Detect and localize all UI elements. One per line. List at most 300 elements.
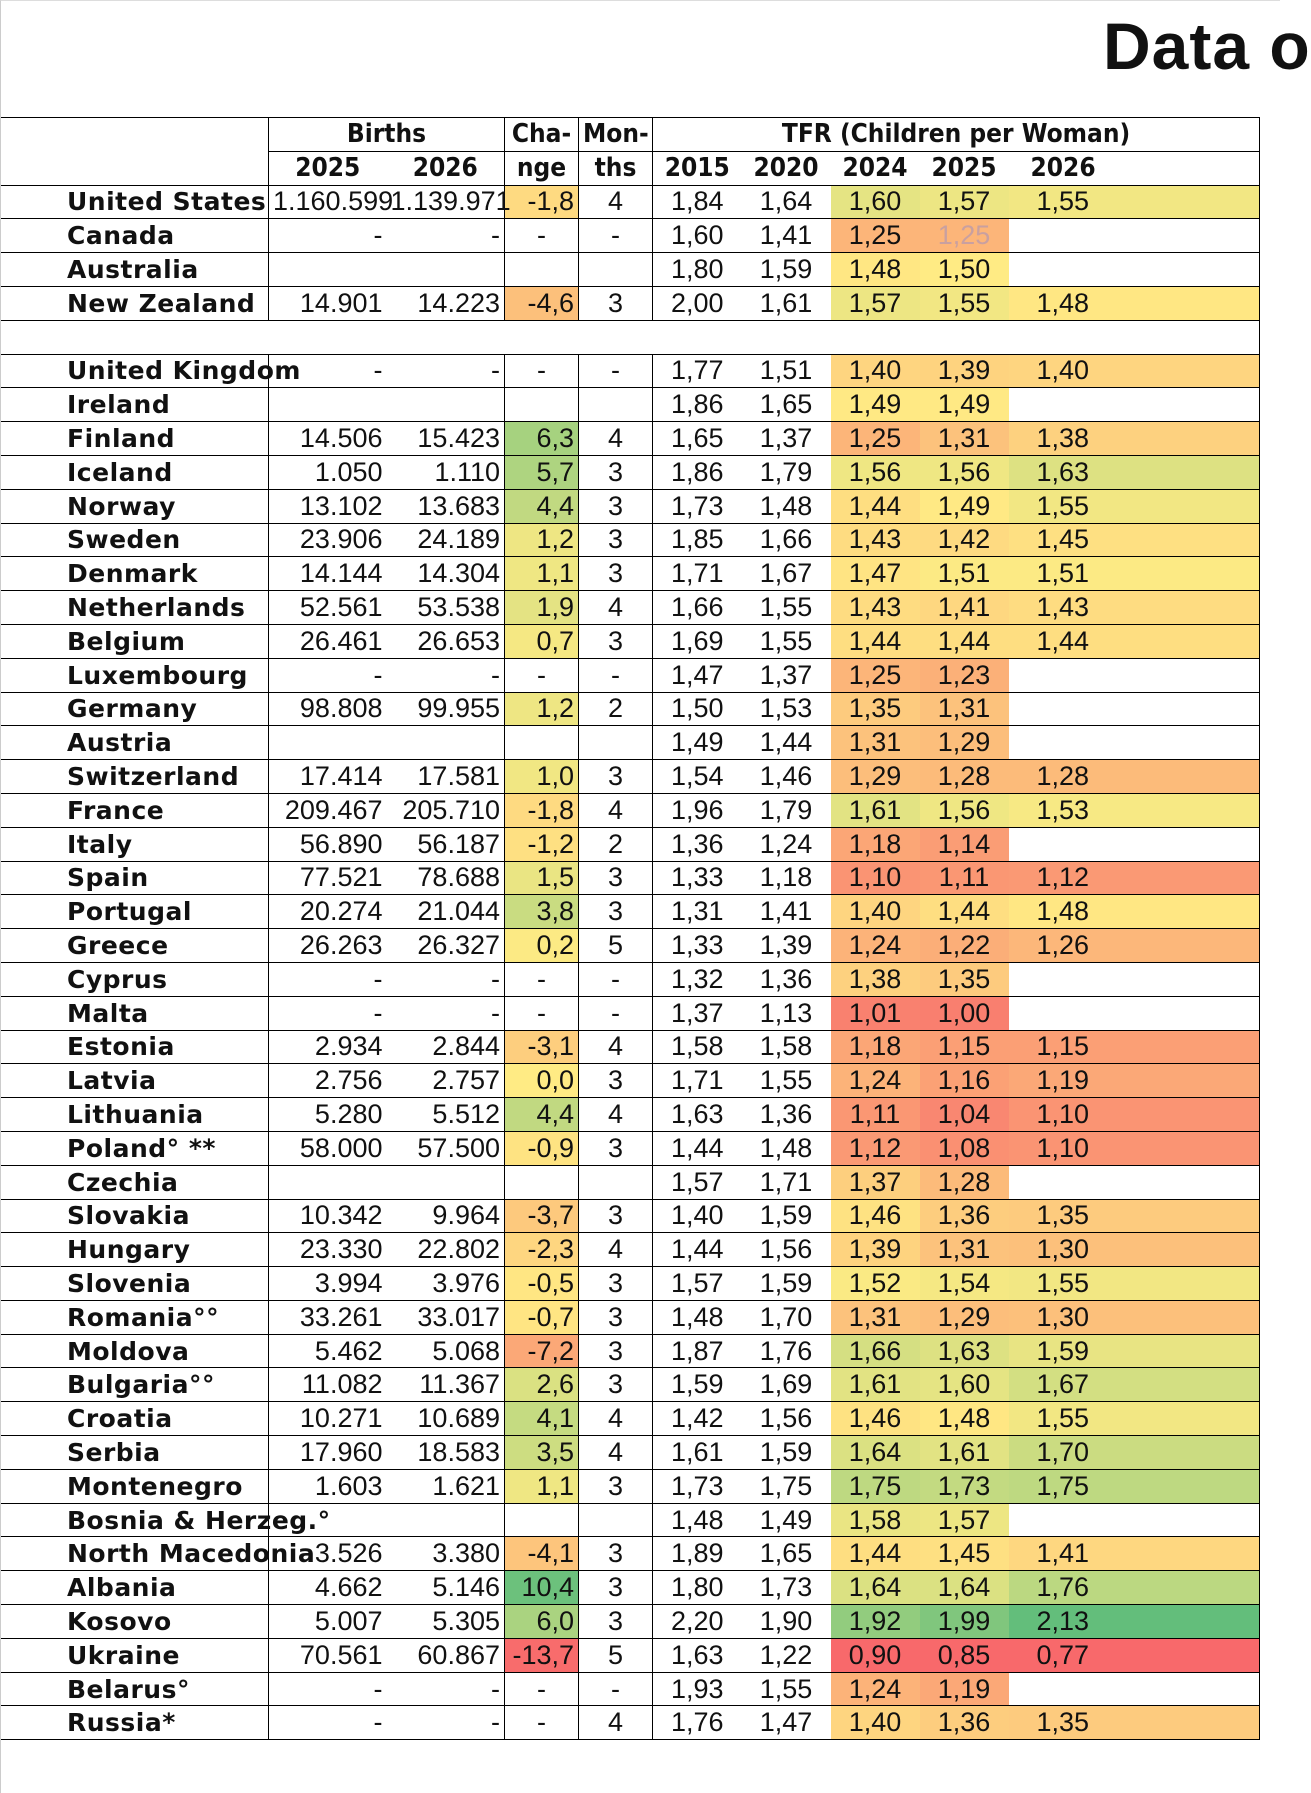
tfr-cell: 1,54: [653, 760, 742, 794]
tfr-cell: 1,57: [920, 185, 1009, 219]
table-row: [1, 354, 1260, 388]
tfr-cell: 1,25: [831, 219, 920, 253]
spacer-row: [1, 320, 1260, 354]
tfr-cell: 1,31: [831, 726, 920, 760]
births-2026-cell: 205.710: [387, 793, 505, 827]
tfr-cell: 1,22: [742, 1638, 831, 1672]
change-cell: 5,7: [505, 455, 579, 489]
table-row: [1, 455, 1260, 489]
tfr-cell: 1,38: [831, 962, 920, 996]
tfr-cell: 1,25: [920, 219, 1009, 253]
tfr-cell: 1,57: [653, 1267, 742, 1301]
tfr-cell: 1,26: [1009, 929, 1260, 963]
births-2025-cell: 4.662: [269, 1571, 387, 1605]
months-cell: 4: [579, 1098, 653, 1132]
births-2026-cell: 5.146: [387, 1571, 505, 1605]
tfr-cell: 1,96: [653, 793, 742, 827]
tfr-cell: 1,57: [920, 1503, 1009, 1537]
tfr-cell: 1,00: [920, 996, 1009, 1030]
change-cell: 6,3: [505, 422, 579, 456]
births-2025-cell: 10.342: [269, 1199, 387, 1233]
births-2025-cell: [269, 253, 387, 287]
tfr-cell: 1,39: [831, 1233, 920, 1267]
months-cell: 4: [579, 793, 653, 827]
births-2025-cell: -: [269, 1672, 387, 1706]
tfr-cell: 1,44: [1009, 624, 1260, 658]
change-cell: 0,2: [505, 929, 579, 963]
tfr-cell: 1,59: [742, 253, 831, 287]
tfr-cell: 1,46: [831, 1402, 920, 1436]
months-cell: 3: [579, 1469, 653, 1503]
tfr-cell: 1,44: [920, 895, 1009, 929]
change-cell: 1,2: [505, 692, 579, 726]
change-cell: [505, 1165, 579, 1199]
table-row: [1, 185, 1260, 219]
months-cell: 3: [579, 1267, 653, 1301]
births-2025-cell: 70.561: [269, 1638, 387, 1672]
table-row: [1, 1267, 1260, 1301]
tfr-cell: 1,15: [920, 1030, 1009, 1064]
tfr-cell: 1,59: [742, 1199, 831, 1233]
tfr-cell: 1,01: [831, 996, 920, 1030]
header-tfr-2024: 2024: [831, 151, 920, 185]
months-cell: [579, 1165, 653, 1199]
country-name: Portugal: [1, 895, 269, 929]
tfr-cell: 1,60: [920, 1368, 1009, 1402]
tfr-cell: [1009, 827, 1260, 861]
tfr-cell: 1,40: [831, 1706, 920, 1740]
tfr-cell: 1,55: [920, 286, 1009, 320]
births-2025-cell: 14.901: [269, 286, 387, 320]
tfr-cell: 1,12: [1009, 861, 1260, 895]
country-name: Romania°°: [1, 1300, 269, 1334]
tfr-cell: 1,24: [831, 929, 920, 963]
change-cell: [505, 726, 579, 760]
tfr-cell: 1,50: [653, 692, 742, 726]
tfr-cell: 1,04: [920, 1098, 1009, 1132]
months-cell: 3: [579, 1064, 653, 1098]
births-2025-cell: 1.603: [269, 1469, 387, 1503]
tfr-cell: 1,25: [831, 422, 920, 456]
change-cell: -3,7: [505, 1199, 579, 1233]
tfr-cell: 1,64: [742, 185, 831, 219]
tfr-cell: 1,75: [742, 1469, 831, 1503]
tfr-cell: 0,90: [831, 1638, 920, 1672]
births-2026-cell: -: [387, 1672, 505, 1706]
tfr-cell: 1,29: [920, 726, 1009, 760]
tfr-cell: 1,56: [920, 793, 1009, 827]
tfr-cell: [1009, 658, 1260, 692]
tfr-cell: 1,47: [653, 658, 742, 692]
country-name: Lithuania: [1, 1098, 269, 1132]
tfr-cell: 1,60: [653, 219, 742, 253]
tfr-cell: 1,71: [653, 1064, 742, 1098]
births-2026-cell: -: [387, 658, 505, 692]
tfr-cell: 1,15: [1009, 1030, 1260, 1064]
months-cell: 3: [579, 895, 653, 929]
table-row: [1, 1199, 1260, 1233]
page-title: Data o: [1103, 9, 1311, 83]
tfr-cell: [1009, 962, 1260, 996]
births-2026-cell: 5.512: [387, 1098, 505, 1132]
change-cell: 1,0: [505, 760, 579, 794]
tfr-cell: 1,37: [831, 1165, 920, 1199]
births-2026-cell: 11.367: [387, 1368, 505, 1402]
tfr-cell: 1,41: [1009, 1537, 1260, 1571]
births-2025-cell: 1.050: [269, 455, 387, 489]
tfr-cell: [1009, 726, 1260, 760]
tfr-cell: 1,73: [653, 1469, 742, 1503]
births-2026-cell: 3.976: [387, 1267, 505, 1301]
months-cell: [579, 253, 653, 287]
change-cell: -3,1: [505, 1030, 579, 1064]
change-cell: 0,0: [505, 1064, 579, 1098]
tfr-cell: [1009, 1165, 1260, 1199]
country-name: France: [1, 793, 269, 827]
tfr-cell: 1,41: [742, 895, 831, 929]
tfr-cell: 1,28: [920, 760, 1009, 794]
country-name: Serbia: [1, 1436, 269, 1470]
births-2025-cell: 14.144: [269, 557, 387, 591]
births-2026-cell: 13.683: [387, 489, 505, 523]
births-2026-cell: -: [387, 219, 505, 253]
tfr-cell: 1,58: [653, 1030, 742, 1064]
tfr-cell: 1,18: [831, 827, 920, 861]
tfr-cell: 1,86: [653, 455, 742, 489]
tfr-cell: [1009, 692, 1260, 726]
change-cell: -0,7: [505, 1300, 579, 1334]
country-name: Sweden: [1, 523, 269, 557]
months-cell: 4: [579, 185, 653, 219]
change-cell: -: [505, 354, 579, 388]
tfr-cell: 1,37: [742, 422, 831, 456]
change-cell: 1,9: [505, 591, 579, 625]
tfr-cell: 1,44: [653, 1131, 742, 1165]
births-2026-cell: 24.189: [387, 523, 505, 557]
tfr-cell: 1,76: [1009, 1571, 1260, 1605]
country-name: Denmark: [1, 557, 269, 591]
tfr-cell: 1,36: [920, 1706, 1009, 1740]
months-cell: 3: [579, 1571, 653, 1605]
tfr-cell: 1,63: [1009, 455, 1260, 489]
change-cell: 1,5: [505, 861, 579, 895]
header-births: Births: [269, 118, 505, 152]
months-cell: 4: [579, 1030, 653, 1064]
tfr-cell: 1,86: [653, 388, 742, 422]
tfr-cell: [1009, 219, 1260, 253]
months-cell: -: [579, 962, 653, 996]
births-2026-cell: 14.304: [387, 557, 505, 591]
months-cell: 3: [579, 1300, 653, 1334]
change-cell: 1,1: [505, 557, 579, 591]
tfr-cell: 1,56: [742, 1402, 831, 1436]
country-name: Estonia: [1, 1030, 269, 1064]
country-name: Russia*: [1, 1706, 269, 1740]
tfr-cell: 1,49: [920, 388, 1009, 422]
tfr-cell: 1,47: [742, 1706, 831, 1740]
change-cell: -4,6: [505, 286, 579, 320]
tfr-cell: 1,41: [742, 219, 831, 253]
tfr-cell: 1,75: [831, 1469, 920, 1503]
tfr-cell: 1,54: [920, 1267, 1009, 1301]
tfr-cell: 1,48: [653, 1300, 742, 1334]
header-tfr-2026: 2026: [1009, 151, 1260, 185]
births-2026-cell: 5.305: [387, 1605, 505, 1639]
header-months-bottom: ths: [579, 151, 653, 185]
tfr-cell: 1,63: [653, 1638, 742, 1672]
births-2026-cell: [387, 388, 505, 422]
births-2026-cell: 56.187: [387, 827, 505, 861]
table-row: [1, 388, 1260, 422]
tfr-cell: 1,28: [1009, 760, 1260, 794]
tfr-cell: 1,60: [831, 185, 920, 219]
country-name: Poland° **: [1, 1131, 269, 1165]
country-name: Croatia: [1, 1402, 269, 1436]
country-name: Kosovo: [1, 1605, 269, 1639]
tfr-cell: 1,40: [1009, 354, 1260, 388]
tfr-cell: 1,79: [742, 455, 831, 489]
tfr-cell: 1,44: [920, 624, 1009, 658]
months-cell: 3: [579, 1334, 653, 1368]
births-2025-cell: 14.506: [269, 422, 387, 456]
months-cell: 3: [579, 1605, 653, 1639]
tfr-cell: 1,35: [1009, 1706, 1260, 1740]
table-row: [1, 861, 1260, 895]
births-2025-cell: 23.330: [269, 1233, 387, 1267]
table-row: [1, 523, 1260, 557]
tfr-cell: 1,35: [920, 962, 1009, 996]
tfr-cell: 2,00: [653, 286, 742, 320]
tfr-cell: [1009, 1503, 1260, 1537]
tfr-cell: 1,51: [1009, 557, 1260, 591]
births-2025-cell: 98.808: [269, 692, 387, 726]
table-row: [1, 1368, 1260, 1402]
tfr-cell: 0,85: [920, 1638, 1009, 1672]
births-2026-cell: 57.500: [387, 1131, 505, 1165]
change-cell: 1,2: [505, 523, 579, 557]
months-cell: 3: [579, 286, 653, 320]
months-cell: -: [579, 1672, 653, 1706]
births-2025-cell: 5.280: [269, 1098, 387, 1132]
table-row: [1, 1672, 1260, 1706]
births-2026-cell: 99.955: [387, 692, 505, 726]
tfr-cell: 1,84: [653, 185, 742, 219]
table-row: [1, 1165, 1260, 1199]
change-cell: -: [505, 962, 579, 996]
tfr-cell: 1,18: [742, 861, 831, 895]
tfr-cell: 1,37: [653, 996, 742, 1030]
births-2025-cell: 11.082: [269, 1368, 387, 1402]
births-2025-cell: 2.756: [269, 1064, 387, 1098]
months-cell: [579, 388, 653, 422]
change-cell: 4,1: [505, 1402, 579, 1436]
change-cell: -2,3: [505, 1233, 579, 1267]
country-name: North Macedonia: [1, 1537, 269, 1571]
tfr-cell: 1,36: [653, 827, 742, 861]
births-2025-cell: [269, 1165, 387, 1199]
tfr-cell: 1,67: [742, 557, 831, 591]
births-2025-cell: -: [269, 354, 387, 388]
months-cell: -: [579, 219, 653, 253]
country-name: Norway: [1, 489, 269, 523]
tfr-cell: 1,61: [653, 1436, 742, 1470]
months-cell: 4: [579, 591, 653, 625]
country-name: Iceland: [1, 455, 269, 489]
tfr-cell: 1,57: [831, 286, 920, 320]
tfr-cell: 1,56: [831, 455, 920, 489]
tfr-cell: 1,90: [742, 1605, 831, 1639]
tfr-cell: 1,44: [831, 1537, 920, 1571]
tfr-cell: 1,52: [831, 1267, 920, 1301]
tfr-cell: [1009, 1672, 1260, 1706]
tfr-cell: [1009, 253, 1260, 287]
births-2026-cell: 2.844: [387, 1030, 505, 1064]
tfr-cell: 1,64: [831, 1436, 920, 1470]
tfr-cell: 1,45: [1009, 523, 1260, 557]
births-2025-cell: 5.462: [269, 1334, 387, 1368]
tfr-cell: 1,73: [742, 1571, 831, 1605]
tfr-cell: 1,76: [653, 1706, 742, 1740]
months-cell: 4: [579, 1233, 653, 1267]
births-2026-cell: 17.581: [387, 760, 505, 794]
tfr-cell: 1,50: [920, 253, 1009, 287]
months-cell: 4: [579, 1706, 653, 1740]
tfr-cell: 1,64: [920, 1571, 1009, 1605]
country-name: Slovenia: [1, 1267, 269, 1301]
births-2026-cell: 22.802: [387, 1233, 505, 1267]
tfr-cell: 1,31: [920, 422, 1009, 456]
births-2026-cell: 1.139.971: [387, 185, 505, 219]
tfr-cell: 1,44: [831, 624, 920, 658]
country-name: United Kingdom: [1, 354, 269, 388]
country-name: Netherlands: [1, 591, 269, 625]
tfr-cell: 1,48: [742, 1131, 831, 1165]
births-2025-cell: 23.906: [269, 523, 387, 557]
months-cell: 5: [579, 1638, 653, 1672]
tfr-cell: 1,66: [742, 523, 831, 557]
table-row: [1, 591, 1260, 625]
country-name: Czechia: [1, 1165, 269, 1199]
tfr-cell: 1,49: [831, 388, 920, 422]
table-row: [1, 962, 1260, 996]
country-name: Slovakia: [1, 1199, 269, 1233]
births-2026-cell: 1.621: [387, 1469, 505, 1503]
tfr-cell: 1,79: [742, 793, 831, 827]
tfr-cell: 1,55: [1009, 1402, 1260, 1436]
tfr-cell: 1,85: [653, 523, 742, 557]
header-row-top: [1, 118, 1260, 152]
births-2025-cell: 10.271: [269, 1402, 387, 1436]
tfr-cell: 1,10: [1009, 1131, 1260, 1165]
tfr-cell: 1,46: [742, 760, 831, 794]
tfr-cell: 1,33: [653, 929, 742, 963]
header-tfr-2020: 2020: [742, 151, 831, 185]
tfr-cell: 1,18: [831, 1030, 920, 1064]
change-cell: 2,6: [505, 1368, 579, 1402]
births-2026-cell: 5.068: [387, 1334, 505, 1368]
births-2025-cell: 33.261: [269, 1300, 387, 1334]
table-row: [1, 760, 1260, 794]
table-row: [1, 1469, 1260, 1503]
tfr-cell: 1,30: [1009, 1300, 1260, 1334]
births-2026-cell: -: [387, 962, 505, 996]
country-name: Belarus°: [1, 1672, 269, 1706]
change-cell: -0,5: [505, 1267, 579, 1301]
births-2026-cell: 26.653: [387, 624, 505, 658]
change-cell: 4,4: [505, 489, 579, 523]
births-2026-cell: [387, 1165, 505, 1199]
tfr-cell: 1,61: [831, 793, 920, 827]
country-name: United States: [1, 185, 269, 219]
table-row: [1, 1605, 1260, 1639]
change-cell: -7,2: [505, 1334, 579, 1368]
births-2025-cell: -: [269, 996, 387, 1030]
tfr-cell: 1,35: [1009, 1199, 1260, 1233]
tfr-cell: 1,45: [920, 1537, 1009, 1571]
table-row: [1, 557, 1260, 591]
tfr-cell: 1,48: [920, 1402, 1009, 1436]
table-row: [1, 726, 1260, 760]
tfr-cell: 1,55: [1009, 489, 1260, 523]
tfr-cell: 1,43: [831, 523, 920, 557]
table-row: [1, 1436, 1260, 1470]
births-2026-cell: 18.583: [387, 1436, 505, 1470]
tfr-cell: 1,66: [831, 1334, 920, 1368]
tfr-cell: 1,31: [920, 692, 1009, 726]
tfr-cell: 1,80: [653, 253, 742, 287]
tfr-cell: 1,49: [920, 489, 1009, 523]
months-cell: 3: [579, 1131, 653, 1165]
tfr-cell: 1,59: [742, 1436, 831, 1470]
tfr-cell: 1,70: [1009, 1436, 1260, 1470]
country-name: Italy: [1, 827, 269, 861]
change-cell: 1,1: [505, 1469, 579, 1503]
months-cell: 4: [579, 1402, 653, 1436]
country-name: Latvia: [1, 1064, 269, 1098]
births-2025-cell: 3.526: [269, 1537, 387, 1571]
months-cell: 3: [579, 1537, 653, 1571]
country-name: Canada: [1, 219, 269, 253]
tfr-cell: 1,93: [653, 1672, 742, 1706]
tfr-cell: 1,40: [653, 1199, 742, 1233]
tfr-cell: 1,33: [653, 861, 742, 895]
tfr-cell: 1,48: [653, 1503, 742, 1537]
country-name: Ireland: [1, 388, 269, 422]
change-cell: 3,8: [505, 895, 579, 929]
header-tfr: TFR (Children per Woman): [653, 118, 1260, 152]
tfr-cell: 1,11: [831, 1098, 920, 1132]
births-2025-cell: 5.007: [269, 1605, 387, 1639]
births-2025-cell: 58.000: [269, 1131, 387, 1165]
change-cell: -4,1: [505, 1537, 579, 1571]
tfr-cell: 1,24: [831, 1672, 920, 1706]
change-cell: -: [505, 658, 579, 692]
country-name: Malta: [1, 996, 269, 1030]
tfr-cell: 1,28: [920, 1165, 1009, 1199]
tfr-cell: 1,36: [742, 1098, 831, 1132]
tfr-cell: 1,80: [653, 1571, 742, 1605]
tfr-cell: 1,59: [653, 1368, 742, 1402]
births-2026-cell: 3.380: [387, 1537, 505, 1571]
tfr-cell: 1,73: [920, 1469, 1009, 1503]
tfr-cell: 1,38: [1009, 422, 1260, 456]
country-name: Belgium: [1, 624, 269, 658]
tfr-cell: 1,56: [920, 455, 1009, 489]
header-change-top: Cha-: [505, 118, 579, 152]
births-2025-cell: 17.414: [269, 760, 387, 794]
table-row: [1, 1706, 1260, 1740]
tfr-cell: 1,53: [742, 692, 831, 726]
